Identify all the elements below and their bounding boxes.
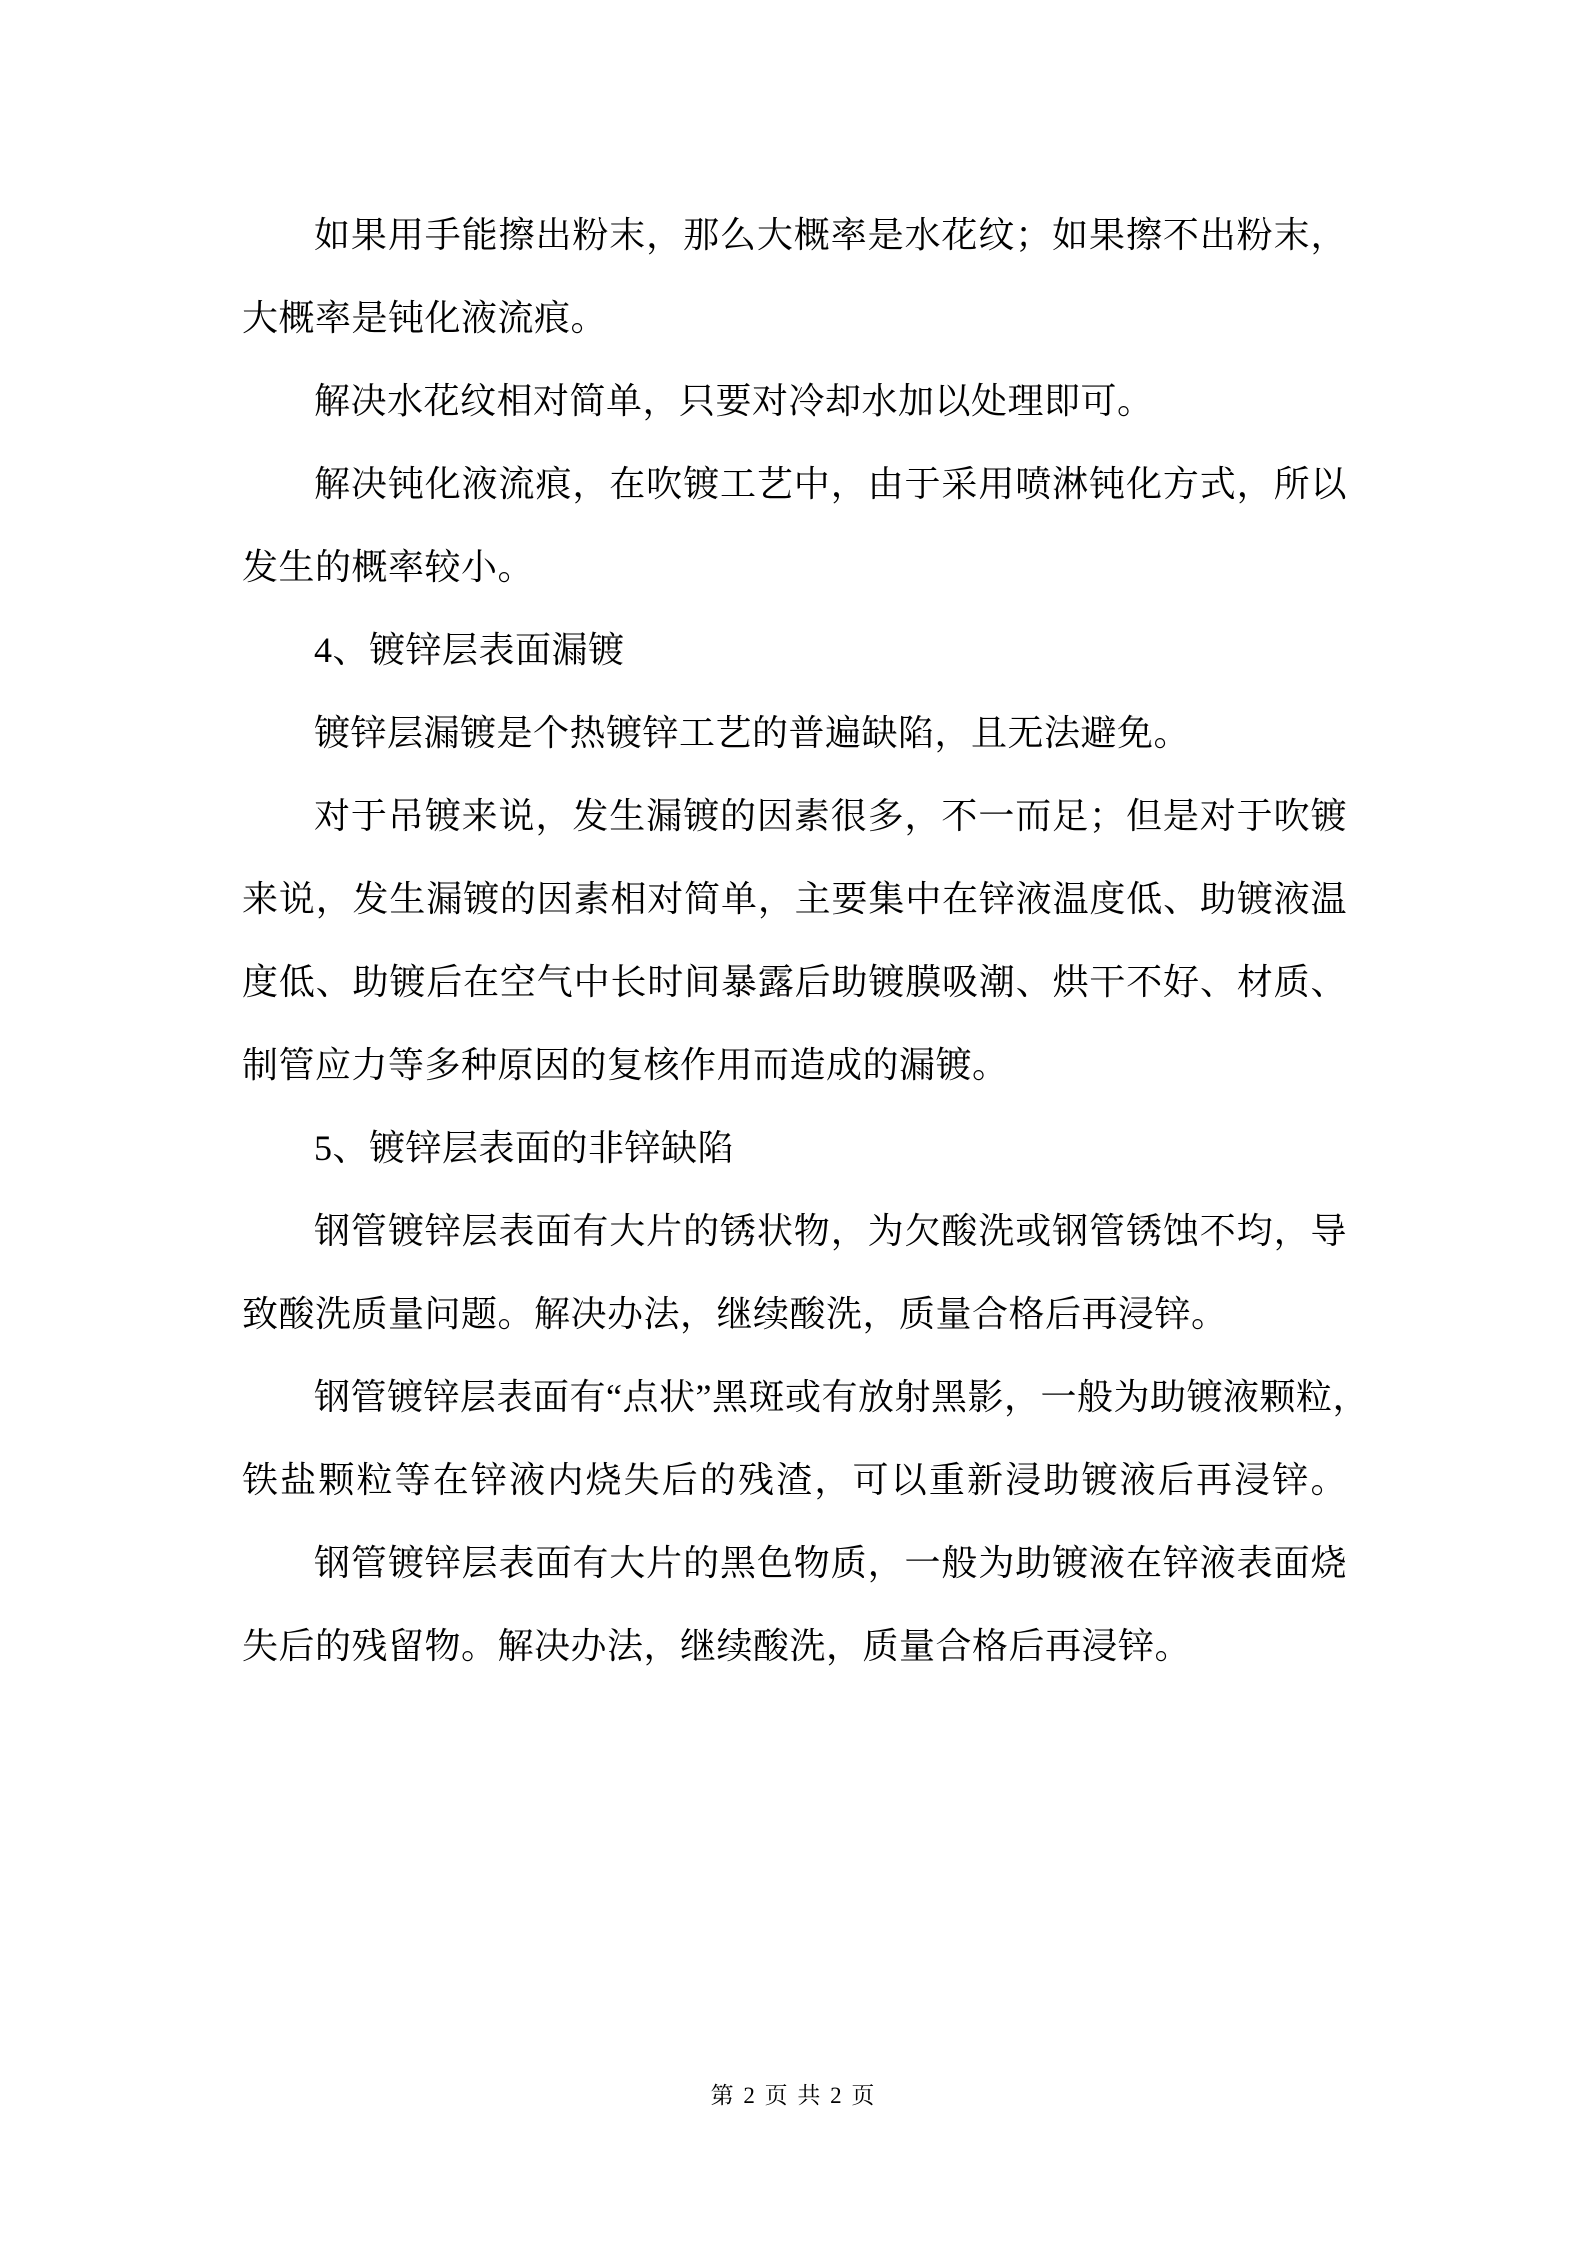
heading-line: 4、镀锌层表面漏镀	[314, 630, 625, 670]
text-line: 镀锌层漏镀是个热镀锌工艺的普遍缺陷，且无法避免。	[314, 713, 1191, 753]
text-line: 发生的概率较小。	[242, 547, 535, 587]
text-line: 致酸洗质量问题。解决办法，继续酸洗，质量合格后再浸锌。	[242, 1294, 1228, 1334]
text-line: 对于吊镀来说，发生漏镀的因素很多，不一而足；但是对于吹镀	[314, 796, 1347, 836]
text-line: 钢管镀锌层表面有“点状”黑斑或有放射黑影，一般为助镀液颗粒，	[314, 1377, 1369, 1417]
paragraph	[242, 360, 1347, 443]
text-line: 钢管镀锌层表面有大片的锈状物，为欠酸洗或钢管锈蚀不均，导	[314, 1211, 1347, 1251]
section-heading	[242, 1107, 1347, 1190]
text-line: 制管应力等多种原因的复核作用而造成的漏镀。	[242, 1045, 1009, 1085]
paragraph	[242, 1356, 1369, 1522]
paragraph	[242, 194, 1347, 360]
section-heading	[242, 609, 1347, 692]
heading-line: 5、镀锌层表面的非锌缺陷	[314, 1128, 735, 1168]
paragraph	[242, 1522, 1347, 1688]
paragraph	[242, 692, 1347, 775]
paragraph	[242, 1190, 1347, 1356]
text-line: 钢管镀锌层表面有大片的黑色物质，一般为助镀液在锌液表面烧	[314, 1543, 1347, 1583]
text-line: 铁盐颗粒等在锌液内烧失后的残渣，可以重新浸助镀液后再浸锌。	[242, 1460, 1347, 1500]
text-line: 度低、助镀后在空气中长时间暴露后助镀膜吸潮、烘干不好、材质、	[242, 962, 1347, 1002]
text-line: 如果用手能擦出粉末，那么大概率是水花纹；如果擦不出粉末，	[314, 215, 1347, 255]
text-line: 解决水花纹相对简单，只要对冷却水加以处理即可。	[314, 381, 1154, 421]
text-line: 失后的残留物。解决办法，继续酸洗，质量合格后再浸锌。	[242, 1626, 1192, 1666]
text-line: 大概率是钝化液流痕。	[242, 298, 608, 338]
page-number: 第 2 页 共 2 页	[710, 2083, 877, 2108]
text-line: 来说，发生漏镀的因素相对简单，主要集中在锌液温度低、助镀液温	[242, 879, 1347, 919]
paragraph	[242, 775, 1347, 1107]
text-line: 解决钝化液流痕，在吹镀工艺中，由于采用喷淋钝化方式，所以	[314, 464, 1347, 504]
paragraph	[242, 443, 1347, 609]
document-body	[242, 194, 1369, 1688]
page-footer	[0, 2082, 1587, 2110]
